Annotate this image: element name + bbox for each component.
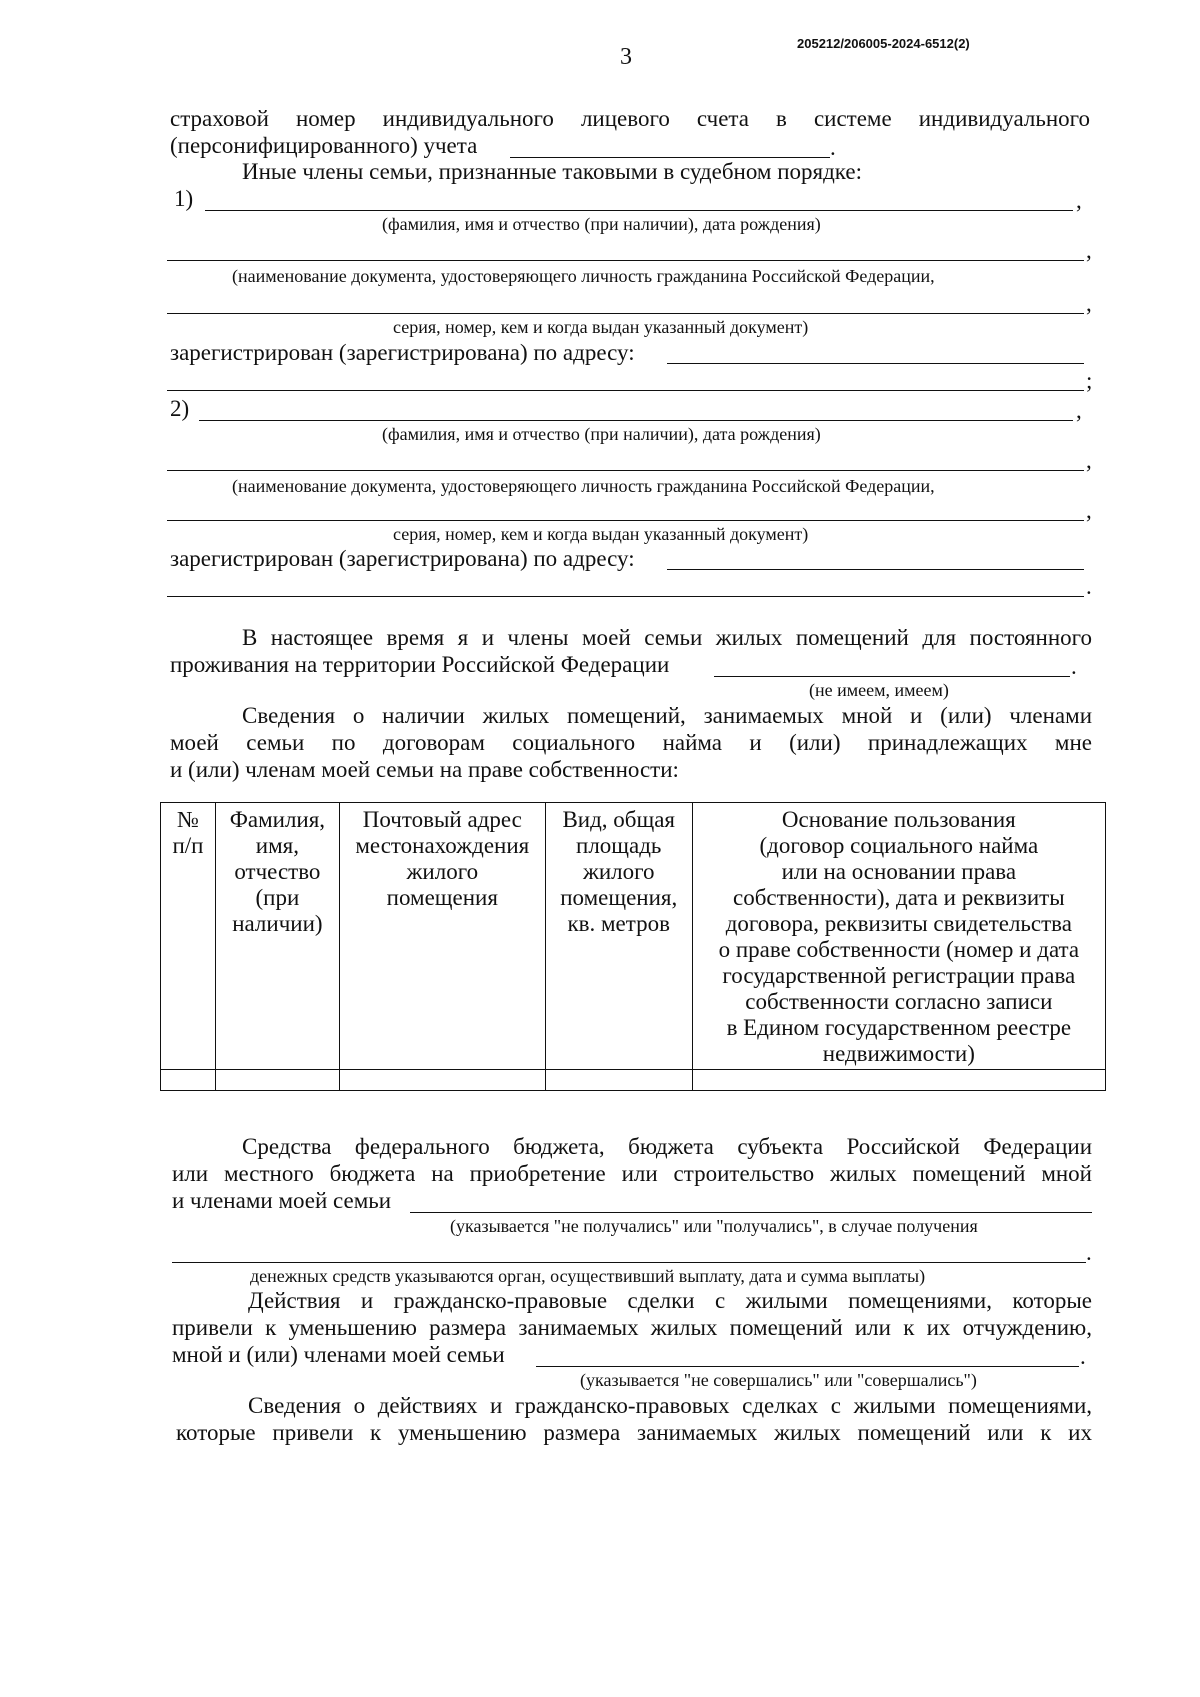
table-header-row <box>161 803 1106 1070</box>
table-header-cell: Почтовый адрес местонахождения жилого помещения <box>339 803 545 1070</box>
actions-info-line-2: которые привели к уменьшению размера занимаемых жилых помещений или к их <box>176 1420 1092 1445</box>
table-cell[interactable] <box>215 1070 339 1091</box>
member-2-name-caption: (фамилия, имя и отчество (при наличии), дата рождения) <box>382 424 821 444</box>
member-2-number: 2) <box>170 396 190 421</box>
member-1-doc-caption-2: серия, номер, кем и когда выдан указанный документ) <box>393 317 809 337</box>
snils-end-punct: . <box>830 135 836 160</box>
housing-line-1: В настоящее время я и члены моей семьи жилых помещений для постоянного <box>242 625 1092 650</box>
page-number: 3 <box>620 44 632 70</box>
housing-info-line-1: Сведения о наличии жилых помещений, занимаемых мной и (или) членами <box>242 703 1092 728</box>
table-cell[interactable] <box>161 1070 216 1091</box>
housing-table <box>160 802 1106 1091</box>
actions-info-line-1: Сведения о действиях и гражданско-правовых сделках с жилыми помещениями, <box>248 1393 1092 1418</box>
table-cell[interactable] <box>692 1070 1105 1091</box>
member-2-doc-comma-1: , <box>1086 448 1092 473</box>
table-cell[interactable] <box>545 1070 692 1091</box>
housing-info-line-3: и (или) членам моей семьи на праве собственности: <box>170 757 679 782</box>
budget-caption-1: (указывается "не получались" или "получались", в случае получения <box>450 1216 978 1236</box>
member-2-name-comma: , <box>1076 398 1082 423</box>
member-2-address-label: зарегистрирован (зарегистрирована) по адресу: <box>170 546 635 571</box>
member-1-doc-comma-2: , <box>1086 291 1092 316</box>
table-cell[interactable] <box>339 1070 545 1091</box>
housing-line-2: проживания на территории Российской Федерации <box>170 652 670 677</box>
budget-caption-2: денежных средств указываются орган, осуществивший выплату, дата и сумма выплаты) <box>250 1266 926 1286</box>
actions-line-1: Действия и гражданско-правовые сделки с жилыми помещениями, которые <box>248 1288 1092 1313</box>
actions-line-2: привели к уменьшению размера занимаемых жилых помещений или к их отчуждению, <box>172 1315 1092 1340</box>
actions-line-3: мной и (или) членами моей семьи <box>172 1342 505 1367</box>
housing-caption: (не имеем, имеем) <box>809 680 949 700</box>
member-2-doc-caption-2: серия, номер, кем и когда выдан указанный документ) <box>393 524 809 544</box>
table-header-cell: Фамилия, имя, отчество (при наличии) <box>215 803 339 1070</box>
housing-field-line[interactable] <box>714 676 1070 677</box>
member-1-doc-line-2[interactable] <box>167 313 1084 314</box>
budget-line-1: Средства федерального бюджета, бюджета субъекта Российской Федерации <box>242 1134 1092 1159</box>
housing-info-line-2: моей семьи по договорам социального найма и (или) принадлежащих мне <box>170 730 1092 755</box>
member-2-doc-comma-2: , <box>1086 498 1092 523</box>
member-2-doc-line-2[interactable] <box>167 520 1084 521</box>
budget-field-line-1[interactable] <box>410 1212 1092 1213</box>
table-header-cell: Вид, общая площадь жилого помещения, кв. метров <box>545 803 692 1070</box>
member-2-address-line-1[interactable] <box>667 569 1084 570</box>
snils-line-1: страховой номер индивидуального лицевого счета в системе индивидуального <box>170 106 1090 131</box>
actions-field-line[interactable] <box>536 1366 1079 1367</box>
member-1-address-label: зарегистрирован (зарегистрирована) по адресу: <box>170 340 635 365</box>
member-1-number: 1) <box>174 186 194 211</box>
budget-end-punct: . <box>1086 1240 1092 1265</box>
member-2-end-punct: . <box>1086 574 1092 599</box>
member-1-name-comma: , <box>1076 188 1082 213</box>
member-1-end-punct: ; <box>1086 368 1093 393</box>
budget-line-3: и членами моей семьи <box>172 1188 392 1213</box>
member-2-doc-line-1[interactable] <box>167 470 1084 471</box>
member-1-doc-caption-1: (наименование документа, удостоверяющего личность гражданина Российской Федерации, <box>232 266 935 286</box>
court-members-intro: Иные члены семьи, признанные таковыми в судебном порядке: <box>242 159 863 184</box>
snils-line-2: (персонифицированного) учета <box>170 133 478 158</box>
snils-field-line[interactable] <box>510 157 830 158</box>
member-1-name-line[interactable] <box>205 210 1073 211</box>
member-1-doc-comma-1: , <box>1086 238 1092 263</box>
member-1-address-line-2[interactable] <box>167 390 1084 391</box>
housing-end-punct: . <box>1071 654 1077 679</box>
document-number: 205212/206005-2024-6512(2) <box>797 36 970 51</box>
table-header-cell: Основание пользования (договор социального найма или на основании права собственности), дата и реквизиты договора, реквизиты свидетельства о праве собственности (номер и дата государственной регистрации права собственности согласно записи в Едином государственном реестре недвижимости) <box>692 803 1105 1070</box>
table-header-cell: № п/п <box>161 803 216 1070</box>
member-2-address-line-2[interactable] <box>167 596 1084 597</box>
member-1-name-caption: (фамилия, имя и отчество (при наличии), дата рождения) <box>382 214 821 234</box>
member-2-doc-caption-1: (наименование документа, удостоверяющего личность гражданина Российской Федерации, <box>232 476 935 496</box>
table-row[interactable] <box>161 1070 1106 1091</box>
member-1-doc-line-1[interactable] <box>167 260 1084 261</box>
actions-end-punct: . <box>1080 1344 1086 1369</box>
member-1-address-line-1[interactable] <box>667 363 1084 364</box>
budget-field-line-2[interactable] <box>172 1262 1086 1263</box>
member-2-name-line[interactable] <box>199 420 1073 421</box>
budget-line-2: или местного бюджета на приобретение или строительство жилых помещений мной <box>172 1161 1092 1186</box>
actions-caption: (указывается "не совершались" или "совершались") <box>580 1370 977 1390</box>
